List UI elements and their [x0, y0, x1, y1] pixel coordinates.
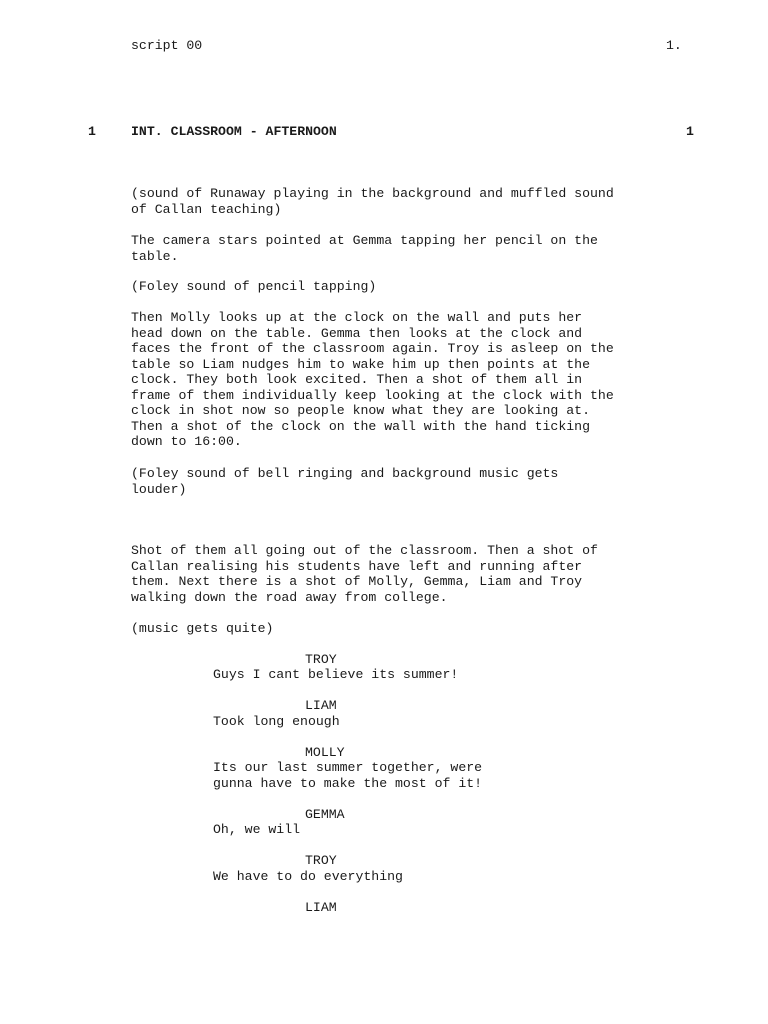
character-name: MOLLY: [305, 745, 345, 760]
scene-heading: INT. CLASSROOM - AFTERNOON: [131, 124, 337, 139]
character-name: TROY: [305, 853, 337, 868]
dialogue-line: Its our last summer together, were gunna have to make the most of it!: [213, 760, 483, 791]
action-paragraph: The camera stars pointed at Gemma tapping her pencil on the table.: [131, 233, 598, 264]
page-number: 1.: [666, 38, 682, 53]
action-paragraph: (sound of Runaway playing in the background and muffled sound of Callan teaching): [131, 186, 614, 217]
scene-number-right: 1: [686, 124, 694, 139]
character-name: LIAM: [305, 900, 337, 915]
action-paragraph: Shot of them all going out of the classroom. Then a shot of Callan realising his students have left and running after them. Next there is a shot of Molly, Gemma, Liam and Troy walking down the road away from college.: [131, 543, 598, 605]
script-title: script 00: [131, 38, 203, 53]
action-paragraph: (Foley sound of bell ringing and background music gets louder): [131, 466, 559, 497]
action-paragraph: (Foley sound of pencil tapping): [131, 279, 377, 294]
scene-number-left: 1: [88, 124, 96, 139]
dialogue-line: Guys I cant believe its summer!: [213, 667, 459, 682]
dialogue-line: Oh, we will: [213, 822, 301, 837]
dialogue-line: We have to do everything: [213, 869, 403, 884]
character-name: GEMMA: [305, 807, 345, 822]
action-paragraph: (music gets quite): [131, 621, 274, 636]
dialogue-line: Took long enough: [213, 714, 340, 729]
character-name: TROY: [305, 652, 337, 667]
action-paragraph: Then Molly looks up at the clock on the wall and puts her head down on the table. Gemma then looks at the clock and faces the front of the classroom again. Troy is asleep on the table so Liam nudges him to wake him up then points at the clock. They both look excited. Then a shot of them all in frame of them individually keep looking at the clock with the clock in shot now so people know what they are looking at. Then a shot of the clock on the wall with the hand ticking down to 16:00.: [131, 310, 614, 449]
character-name: LIAM: [305, 698, 337, 713]
